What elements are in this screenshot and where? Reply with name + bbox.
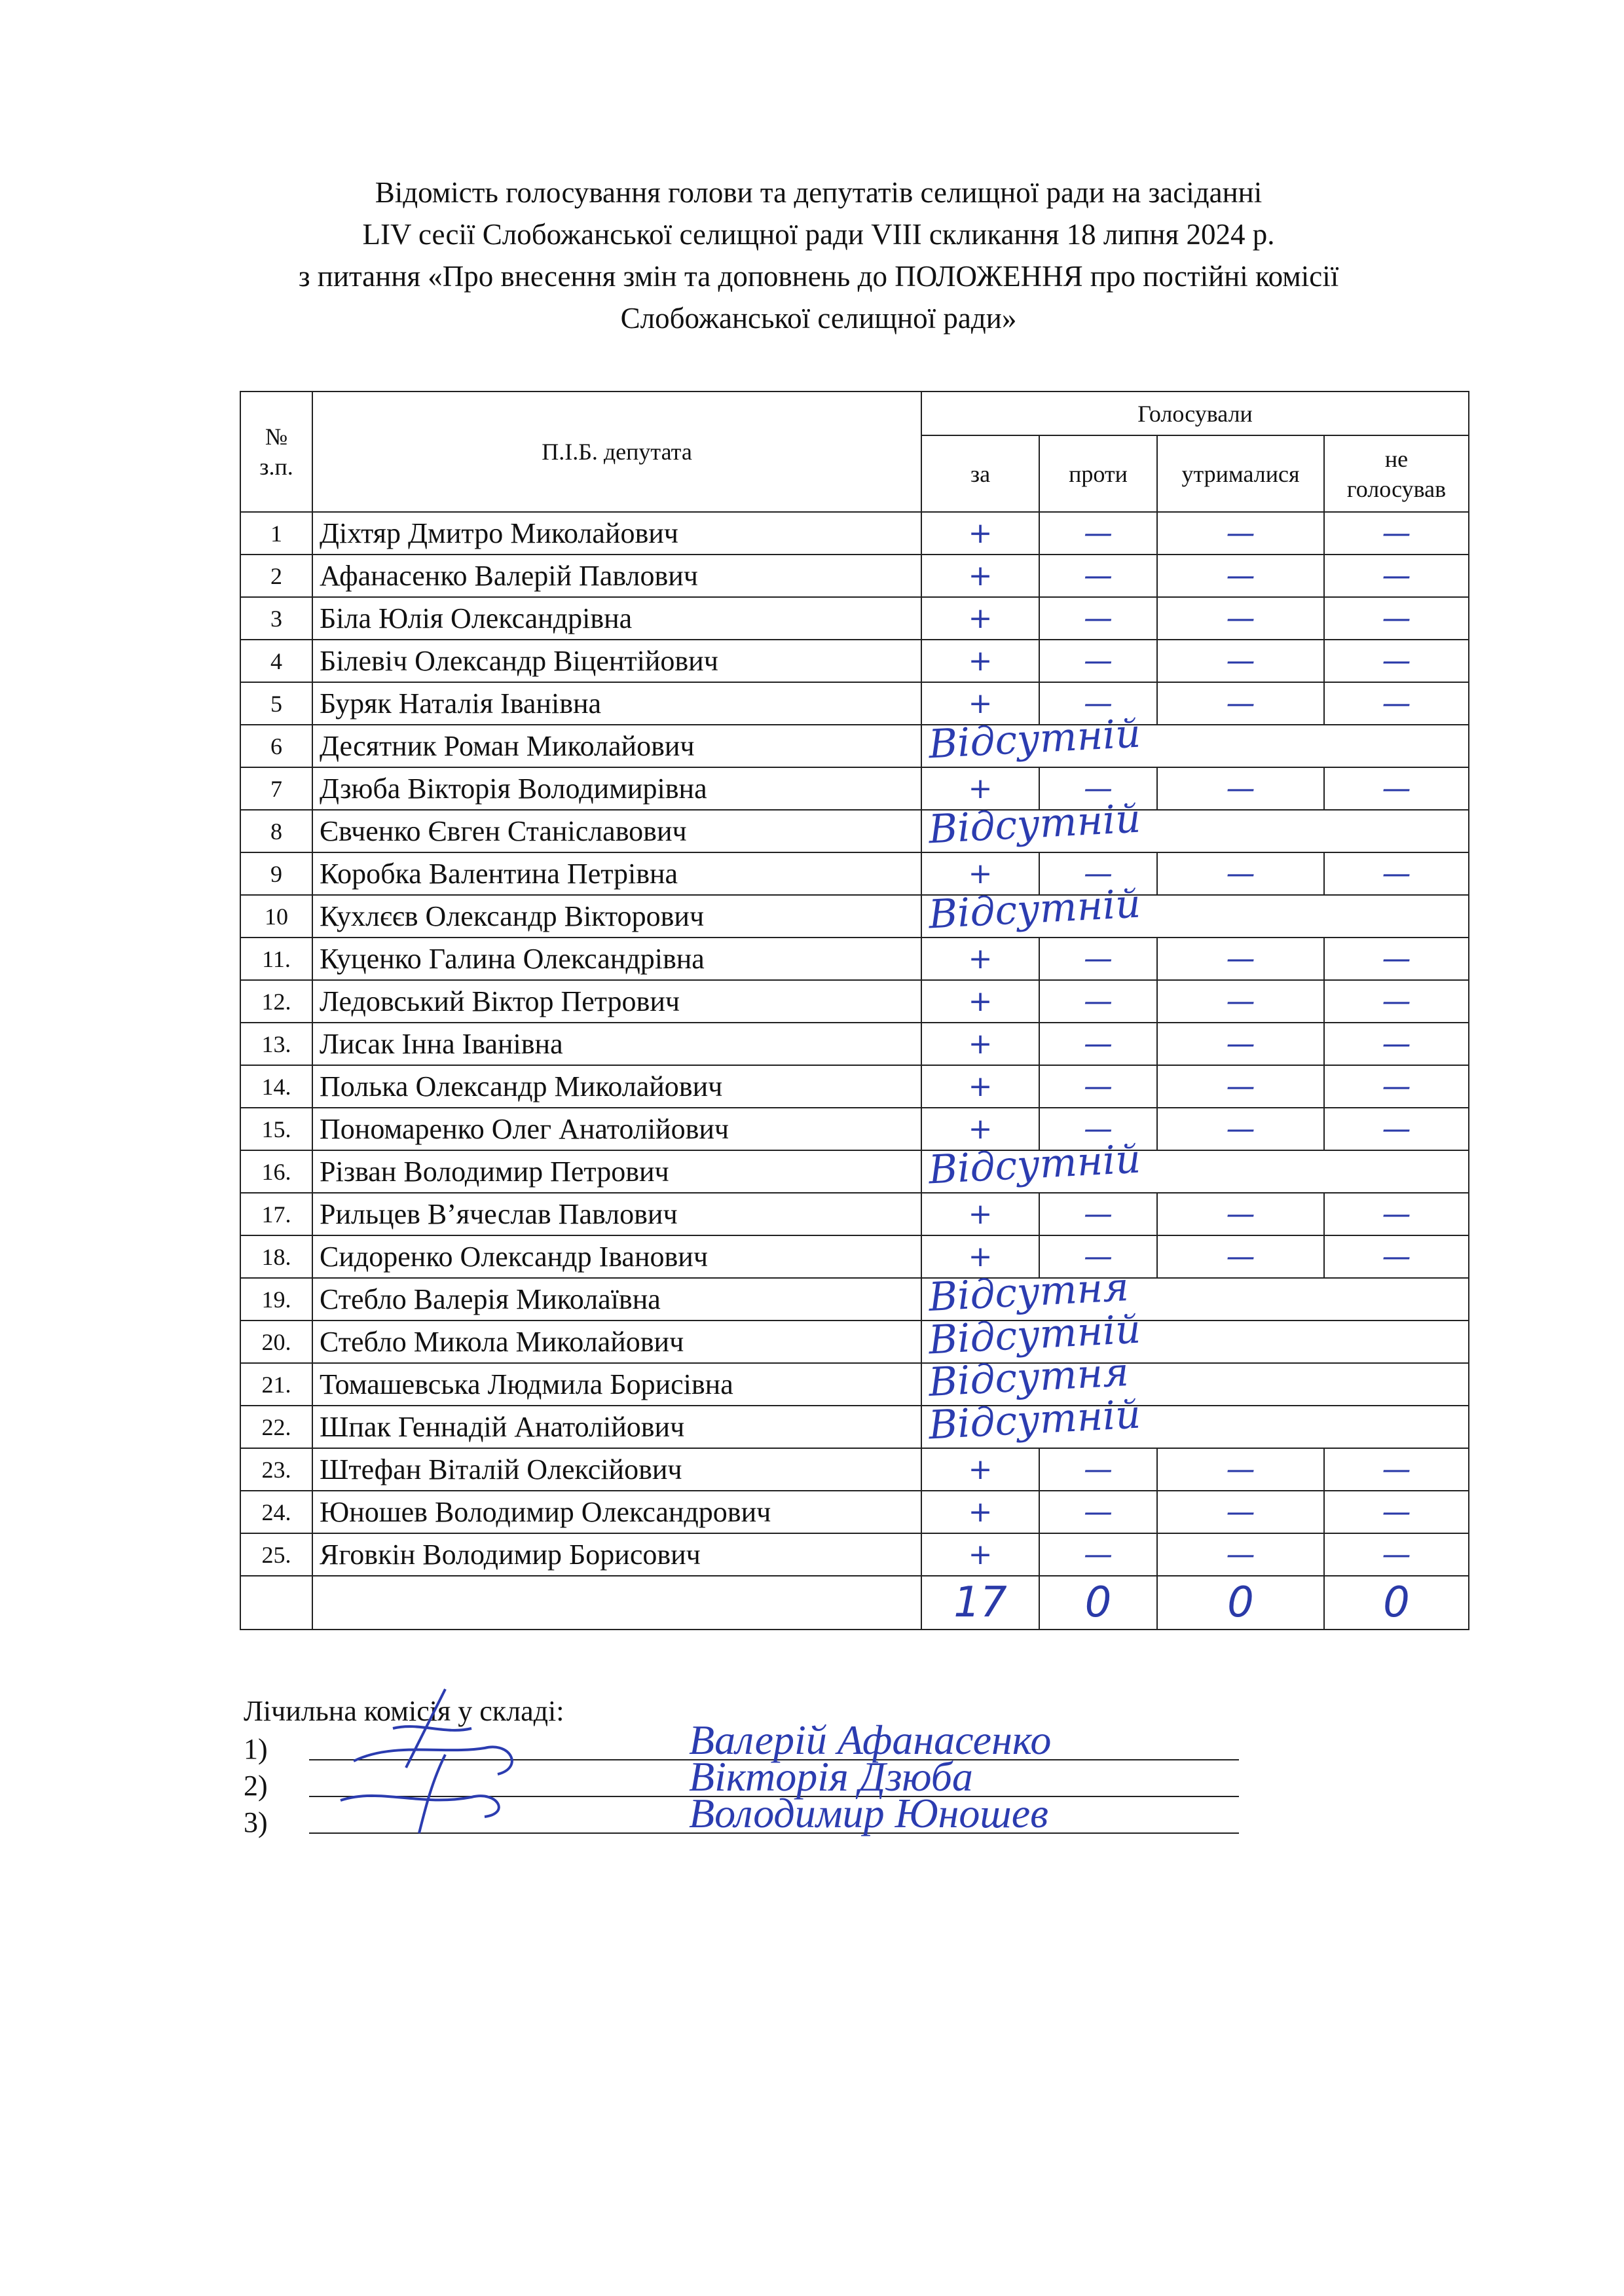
row-number: 13. [240, 1023, 312, 1065]
table-row [240, 1193, 1469, 1235]
header-number: № з.п. [240, 392, 312, 512]
row-number: 18. [240, 1235, 312, 1278]
header-abstained: утрималися [1157, 435, 1324, 512]
row-number: 24. [240, 1491, 312, 1533]
commission-member-name: Валерій Афанасенко [689, 1717, 1052, 1763]
table-row [240, 1065, 1469, 1108]
table-row [240, 1108, 1469, 1150]
table-row [240, 555, 1469, 597]
deputy-name: Афанасенко Валерій Павлович [312, 555, 921, 597]
deputy-name: Штефан Віталій Олексійович [312, 1448, 921, 1491]
deputy-name: Біла Юлія Олександрівна [312, 597, 921, 640]
vote-abstained: — [1157, 1023, 1324, 1065]
row-number: 17. [240, 1193, 312, 1235]
vote-against: — [1039, 682, 1157, 725]
table-row [240, 1150, 1469, 1193]
vote-not-voted: — [1324, 938, 1469, 980]
vote-for: + [921, 1235, 1039, 1278]
vote-not-voted: — [1324, 1235, 1469, 1278]
row-number: 22. [240, 1406, 312, 1448]
vote-abstained: — [1157, 512, 1324, 555]
vote-abstained: — [1157, 555, 1324, 597]
table-row [240, 1406, 1469, 1448]
vote-abstained: — [1157, 1235, 1324, 1278]
absent-note-cell [921, 710, 1469, 768]
commission-member-name: Володимир Юношев [689, 1790, 1048, 1836]
table-row [240, 1023, 1469, 1065]
vote-for: + [921, 980, 1039, 1023]
absent-note-cell [921, 795, 1469, 853]
deputy-name: Десятник Роман Миколайович [312, 725, 921, 767]
deputy-name: Діхтяр Дмитро Миколайович [312, 512, 921, 555]
row-number: 9 [240, 852, 312, 895]
vote-for: + [921, 1193, 1039, 1235]
vote-abstained: — [1157, 852, 1324, 895]
vote-for: + [921, 555, 1039, 597]
table-row [240, 980, 1469, 1023]
table-body [240, 512, 1469, 1576]
table-row [240, 640, 1469, 682]
absent-note: Відсутній [927, 1391, 1142, 1449]
table-row [240, 1363, 1469, 1406]
handwritten-signatures [314, 1676, 629, 1905]
vote-against: — [1039, 938, 1157, 980]
row-number: 8 [240, 810, 312, 852]
vote-for: + [921, 640, 1039, 682]
row-number: 20. [240, 1321, 312, 1363]
commission-member-3: 3) Володимир Юношев [244, 1804, 1357, 1840]
deputy-name: Полька Олександр Миколайович [312, 1065, 921, 1108]
row-number: 5 [240, 682, 312, 725]
title-line-4: Слобожанської селищної ради» [620, 302, 1017, 335]
vote-against: — [1039, 1533, 1157, 1576]
deputy-name: Стебло Валерія Миколаївна [312, 1278, 921, 1321]
deputy-name: Різван Володимир Петрович [312, 1150, 921, 1193]
vote-not-voted: — [1324, 852, 1469, 895]
vote-against: — [1039, 852, 1157, 895]
vote-against: — [1039, 512, 1157, 555]
vote-not-voted: — [1324, 555, 1469, 597]
table-row [240, 512, 1469, 555]
commission-member-name: Вікторія Дзюба [689, 1753, 973, 1800]
commission-member-1: 1) Валерій Афанасенко [244, 1730, 1357, 1767]
vote-against: — [1039, 980, 1157, 1023]
vote-abstained: — [1157, 1448, 1324, 1491]
vote-for: + [921, 1108, 1039, 1150]
vote-for: + [921, 767, 1039, 810]
row-number: 1 [240, 512, 312, 555]
deputy-name: Стебло Микола Миколайович [312, 1321, 921, 1363]
commission-heading: Лічильна комісія у складі: [244, 1695, 564, 1727]
vote-not-voted: — [1324, 512, 1469, 555]
table-row [240, 767, 1469, 810]
vote-for: + [921, 938, 1039, 980]
vote-not-voted: — [1324, 640, 1469, 682]
row-number: 3 [240, 597, 312, 640]
deputy-name: Яговкін Володимир Борисович [312, 1533, 921, 1576]
absent-note-cell [921, 1391, 1469, 1449]
deputy-name: Рильцев В’ячеслав Павлович [312, 1193, 921, 1235]
vote-for: + [921, 597, 1039, 640]
vote-abstained: — [1157, 597, 1324, 640]
vote-against: — [1039, 1235, 1157, 1278]
deputy-name: Ледовський Віктор Петрович [312, 980, 921, 1023]
deputy-name: Євченко Євген Станіславович [312, 810, 921, 852]
vote-not-voted: — [1324, 1065, 1469, 1108]
table-row [240, 725, 1469, 767]
table-row [240, 1491, 1469, 1533]
deputy-name: Коробка Валентина Петрівна [312, 852, 921, 895]
row-number: 12. [240, 980, 312, 1023]
absent-note: Відсутня [927, 1264, 1130, 1321]
row-number: 23. [240, 1448, 312, 1491]
total-for: 17 [921, 1576, 1039, 1630]
deputy-name: Дзюба Вікторія Володимирівна [312, 767, 921, 810]
vote-not-voted: — [1324, 1023, 1469, 1065]
vote-abstained: — [1157, 767, 1324, 810]
total-abstained: 0 [1157, 1576, 1324, 1630]
header-against: проти [1039, 435, 1157, 512]
vote-against: — [1039, 1491, 1157, 1533]
table-row [240, 938, 1469, 980]
vote-not-voted: — [1324, 980, 1469, 1023]
vote-for: + [921, 1533, 1039, 1576]
absent-note: Відсутній [927, 881, 1142, 938]
vote-against: — [1039, 1193, 1157, 1235]
vote-not-voted: — [1324, 597, 1469, 640]
vote-abstained: — [1157, 640, 1324, 682]
vote-not-voted: — [1324, 1448, 1469, 1491]
table-row [240, 1448, 1469, 1491]
vote-abstained: — [1157, 1065, 1324, 1108]
absent-note: Відсутня [927, 1349, 1130, 1406]
deputy-name: Кухлєєв Олександр Вікторович [312, 895, 921, 938]
row-number: 15. [240, 1108, 312, 1150]
commission-member-2: 2) Вікторія Дзюба [244, 1767, 1357, 1804]
vote-abstained: — [1157, 938, 1324, 980]
deputy-name: Куценко Галина Олександрівна [312, 938, 921, 980]
table-row [240, 597, 1469, 640]
totals-empty-name [312, 1576, 921, 1630]
table-row [240, 895, 1469, 938]
totals-row [240, 1576, 1469, 1630]
vote-against: — [1039, 555, 1157, 597]
vote-against: — [1039, 767, 1157, 810]
row-number: 19. [240, 1278, 312, 1321]
deputy-name: Юношев Володимир Олександрович [312, 1491, 921, 1533]
vote-for: + [921, 682, 1039, 725]
header-for: за [921, 435, 1039, 512]
table-row [240, 1278, 1469, 1321]
total-against: 0 [1039, 1576, 1157, 1630]
deputy-name: Пономаренко Олег Анатолійович [312, 1108, 921, 1150]
vote-for: + [921, 512, 1039, 555]
absent-note: Відсутній [927, 710, 1142, 768]
vote-against: — [1039, 640, 1157, 682]
vote-not-voted: — [1324, 1193, 1469, 1235]
table-row [240, 810, 1469, 852]
deputy-name: Томашевська Людмила Борисівна [312, 1363, 921, 1406]
vote-against: — [1039, 1448, 1157, 1491]
vote-abstained: — [1157, 682, 1324, 725]
row-number: 25. [240, 1533, 312, 1576]
absent-note: Відсутній [927, 1306, 1142, 1364]
absent-note: Відсутній [927, 1136, 1142, 1194]
title-line-3: з питання «Про внесення змін та доповнень до ПОЛОЖЕННЯ про постійні комісії [298, 260, 1339, 293]
vote-for: + [921, 1065, 1039, 1108]
row-number: 16. [240, 1150, 312, 1193]
deputy-name: Білевіч Олександр Віцентійович [312, 640, 921, 682]
row-number: 6 [240, 725, 312, 767]
row-number: 10 [240, 895, 312, 938]
header-name: П.І.Б. депутата [312, 392, 921, 512]
total-not-voted: 0 [1324, 1576, 1469, 1630]
vote-abstained: — [1157, 1491, 1324, 1533]
row-number: 7 [240, 767, 312, 810]
vote-against: — [1039, 1065, 1157, 1108]
vote-abstained: — [1157, 1193, 1324, 1235]
vote-for: + [921, 1491, 1039, 1533]
deputy-name: Лисак Інна Іванівна [312, 1023, 921, 1065]
deputy-name: Шпак Геннадій Анатолійович [312, 1406, 921, 1448]
vote-for: + [921, 1023, 1039, 1065]
document-title [196, 172, 1441, 339]
row-number: 21. [240, 1363, 312, 1406]
vote-against: — [1039, 1023, 1157, 1065]
table-row [240, 682, 1469, 725]
row-number: 4 [240, 640, 312, 682]
row-number: 14. [240, 1065, 312, 1108]
vote-abstained: — [1157, 1533, 1324, 1576]
title-line-1: Відомість голосування голови та депутатів селищної ради на засіданні [375, 176, 1263, 209]
header-not-voted: не голосував [1324, 435, 1469, 512]
table-row [240, 1235, 1469, 1278]
table-row [240, 1533, 1469, 1576]
deputy-name: Буряк Наталія Іванівна [312, 682, 921, 725]
absent-note-cell [921, 1136, 1469, 1194]
table-row [240, 852, 1469, 895]
vote-abstained: — [1157, 980, 1324, 1023]
voting-table [240, 391, 1469, 1630]
vote-not-voted: — [1324, 767, 1469, 810]
table-row [240, 1321, 1469, 1363]
vote-against: — [1039, 597, 1157, 640]
vote-not-voted: — [1324, 1108, 1469, 1150]
vote-not-voted: — [1324, 1533, 1469, 1576]
absent-note: Відсутній [927, 795, 1142, 853]
vote-against: — [1039, 1108, 1157, 1150]
vote-not-voted: — [1324, 1491, 1469, 1533]
vote-not-voted: — [1324, 682, 1469, 725]
row-number: 2 [240, 555, 312, 597]
header-voted: Голосували [921, 392, 1469, 435]
absent-note-cell [921, 881, 1469, 938]
vote-for: + [921, 852, 1039, 895]
vote-for: + [921, 1448, 1039, 1491]
deputy-name: Сидоренко Олександр Іванович [312, 1235, 921, 1278]
row-number: 11. [240, 938, 312, 980]
vote-abstained: — [1157, 1108, 1324, 1150]
title-line-2: LIV сесії Слобожанської селищної ради VIII скликання 18 липня 2024 р. [362, 218, 1275, 251]
totals-empty-num [240, 1576, 312, 1630]
